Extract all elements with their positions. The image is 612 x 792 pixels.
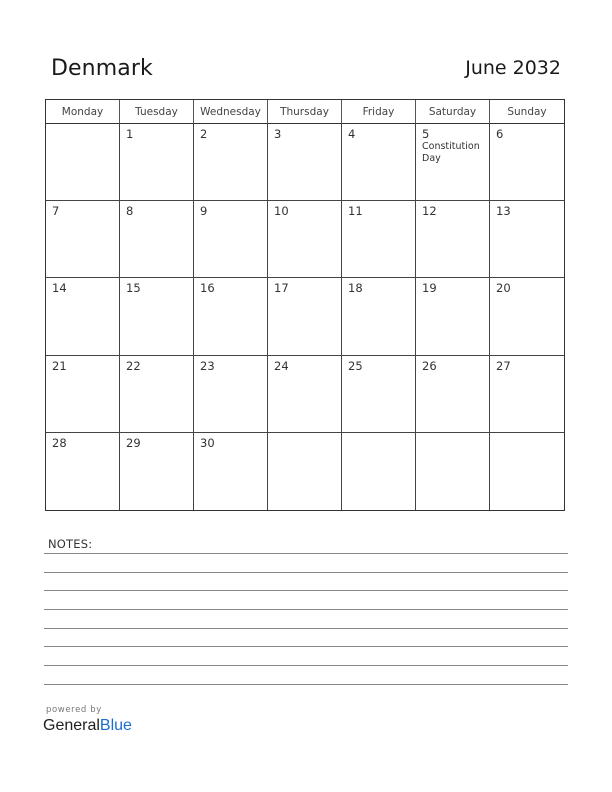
day-cell (194, 124, 268, 201)
day-cell (490, 278, 564, 355)
weekday-header: Tuesday (120, 100, 194, 124)
note-line (44, 590, 568, 591)
day-number: 21 (52, 358, 67, 373)
day-cell (46, 356, 120, 433)
day-cell (194, 356, 268, 433)
note-line (44, 628, 568, 629)
day-cell (416, 278, 490, 355)
day-cell (490, 433, 564, 510)
day-number: 25 (348, 358, 363, 373)
weekday-header: Monday (46, 100, 120, 124)
day-cell (120, 433, 194, 510)
day-number: 26 (422, 358, 437, 373)
note-line (44, 646, 568, 647)
day-number: 22 (126, 358, 141, 373)
day-number: 19 (422, 281, 437, 296)
day-cell (268, 201, 342, 278)
day-cell (120, 356, 194, 433)
holiday-label: Constitution Day (422, 141, 480, 164)
brand-logo (43, 717, 132, 735)
day-number: 20 (496, 281, 511, 296)
day-cell (342, 124, 416, 201)
day-cell (342, 356, 416, 433)
day-cell (194, 278, 268, 355)
day-cell (268, 356, 342, 433)
day-number: 17 (274, 281, 289, 296)
day-number: 2 (200, 127, 208, 141)
day-cell (120, 201, 194, 278)
day-number: 11 (348, 204, 363, 219)
brand-general: General (43, 717, 100, 734)
day-cell (268, 124, 342, 201)
brand-blue: Blue (99, 717, 132, 734)
day-cell (490, 124, 564, 201)
weekday-header: Sunday (490, 100, 564, 124)
day-cell (342, 278, 416, 355)
day-number: 3 (274, 127, 282, 141)
day-cell (194, 433, 268, 510)
day-number: 4 (348, 127, 356, 141)
day-number: 29 (126, 435, 141, 450)
day-cell (416, 201, 490, 278)
day-cell (194, 201, 268, 278)
day-cell (416, 356, 490, 433)
country-title: Denmark (51, 56, 153, 81)
note-line (44, 553, 568, 554)
day-cell (490, 356, 564, 433)
day-cell (46, 433, 120, 510)
day-cell (120, 124, 194, 201)
day-number: 30 (200, 435, 215, 450)
day-number: 7 (52, 204, 60, 219)
calendar-grid (45, 99, 565, 511)
note-line (44, 665, 568, 666)
day-cell (416, 433, 490, 510)
day-number: 23 (200, 358, 215, 373)
day-cell (490, 201, 564, 278)
day-number: 27 (496, 358, 511, 373)
weekday-header: Friday (342, 100, 416, 124)
day-number: 8 (126, 204, 134, 219)
day-number: 9 (200, 204, 208, 219)
note-line (44, 572, 568, 573)
weekday-header: Wednesday (194, 100, 268, 124)
day-cell (342, 201, 416, 278)
day-number: 24 (274, 358, 289, 373)
weekday-header: Saturday (416, 100, 490, 124)
day-number: 12 (422, 204, 437, 219)
day-number: 13 (496, 204, 511, 219)
note-line (44, 609, 568, 610)
day-number: 5 (422, 127, 430, 141)
day-number: 6 (496, 127, 504, 141)
day-number: 10 (274, 204, 289, 219)
day-cell (46, 278, 120, 355)
day-cell (46, 201, 120, 278)
day-cell (416, 124, 490, 201)
day-number: 28 (52, 435, 67, 450)
day-number: 18 (348, 281, 363, 296)
day-number: 14 (52, 281, 67, 296)
month-year-title: June 2032 (465, 57, 561, 79)
day-cell (342, 433, 416, 510)
notes-label: NOTES: (48, 537, 93, 551)
day-number: 16 (200, 281, 215, 296)
weekday-header: Thursday (268, 100, 342, 124)
powered-by-text: powered by (46, 705, 102, 715)
day-number: 15 (126, 281, 141, 296)
day-cell (268, 433, 342, 510)
day-cell (46, 124, 120, 201)
day-cell (120, 278, 194, 355)
note-line (44, 684, 568, 685)
day-number: 1 (126, 127, 134, 141)
day-cell (268, 278, 342, 355)
